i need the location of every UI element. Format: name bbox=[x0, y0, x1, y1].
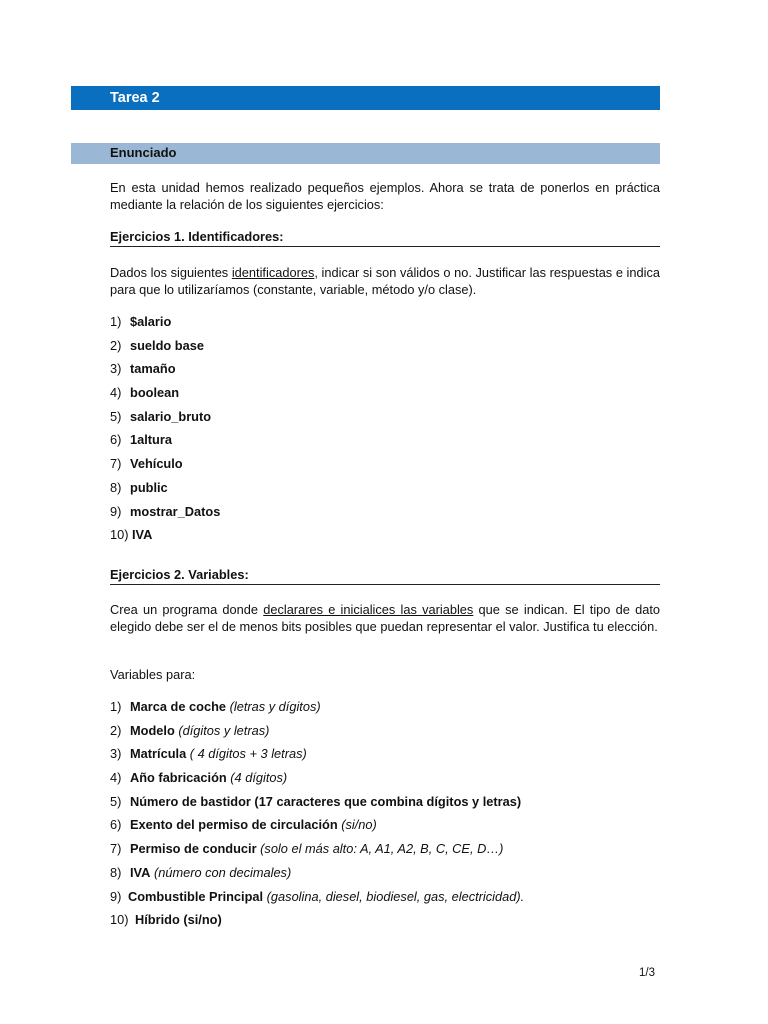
item-label: $alario bbox=[130, 314, 172, 329]
item-label: Número de bastidor (17 caracteres que combina dígitos y letras) bbox=[130, 793, 522, 809]
exercise2-text-after: que se indican. El tipo de dato elegido debe ser el de menos bits posibles que puedan representar el valor. Justifica tu elección. bbox=[110, 602, 661, 634]
exercise1-paragraph bbox=[110, 265, 660, 298]
item-number: 4) bbox=[110, 770, 122, 786]
variables-list bbox=[110, 699, 660, 936]
item-hint: (letras y dígitos) bbox=[229, 699, 321, 714]
intro-paragraph: En esta unidad hemos realizado pequeños ejemplos. Ahora se trata de ponerlos en práctica mediante la relación de los siguientes ejercicios: bbox=[110, 180, 660, 212]
list-item bbox=[110, 338, 660, 362]
item-label: IVA bbox=[132, 527, 153, 543]
item-label: sueldo base bbox=[130, 337, 204, 353]
item-label: Permiso de conducir bbox=[130, 841, 257, 857]
item-number: 8) bbox=[110, 864, 122, 880]
item-label: Vehículo bbox=[130, 456, 183, 472]
section-title: Enunciado bbox=[71, 143, 660, 164]
item-number: 3) bbox=[110, 361, 122, 377]
item-number: 9) bbox=[110, 503, 122, 519]
item-label: Exento del permiso de circulación bbox=[130, 817, 338, 833]
list-item bbox=[110, 865, 660, 889]
list-item bbox=[110, 456, 660, 480]
list-item bbox=[110, 746, 660, 770]
item-hint: (si/no) bbox=[341, 817, 377, 833]
list-item bbox=[110, 817, 660, 841]
item-label: boolean bbox=[130, 385, 180, 401]
item-hint: (gasolina, diesel, biodiesel, gas, electricidad). bbox=[266, 888, 525, 904]
variables-subheading: Variables para: bbox=[110, 667, 196, 682]
list-item bbox=[110, 361, 660, 385]
item-number: 10) bbox=[110, 912, 129, 928]
item-number: 3) bbox=[110, 746, 122, 762]
list-item bbox=[110, 314, 660, 338]
identifier-list bbox=[110, 314, 660, 551]
item-hint: ( 4 dígitos + 3 letras) bbox=[189, 746, 307, 762]
list-item bbox=[110, 409, 660, 433]
item-label: 1altura bbox=[130, 432, 172, 448]
exercise2-paragraph bbox=[110, 602, 660, 635]
list-item bbox=[110, 699, 660, 723]
list-item bbox=[110, 723, 660, 747]
list-item bbox=[110, 385, 660, 409]
exercise1-heading: Ejercicios 1. Identificadores: bbox=[110, 229, 660, 247]
item-label: Combustible Principal bbox=[128, 888, 264, 904]
exercise1-text-before: Dados los siguientes bbox=[110, 265, 232, 280]
item-number: 7) bbox=[110, 456, 122, 472]
item-number: 8) bbox=[110, 479, 122, 495]
item-number: 2) bbox=[110, 337, 122, 353]
list-item bbox=[110, 480, 660, 504]
item-number: 1) bbox=[110, 314, 122, 329]
item-number: 9) bbox=[110, 888, 122, 904]
list-item bbox=[110, 770, 660, 794]
list-item bbox=[110, 794, 660, 818]
item-number: 5) bbox=[110, 408, 122, 424]
item-hint: (4 dígitos) bbox=[230, 770, 288, 786]
item-number: 5) bbox=[110, 793, 122, 809]
item-label: Marca de coche bbox=[130, 699, 227, 714]
item-hint: (solo el más alto: A, A1, A2, B, C, CE, D…) bbox=[260, 841, 504, 857]
list-item bbox=[110, 889, 660, 913]
item-hint: (número con decimales) bbox=[153, 864, 292, 880]
exercise1-text-underlined: identificadores bbox=[231, 265, 315, 280]
item-number: 1) bbox=[110, 699, 122, 714]
item-label: mostrar_Datos bbox=[130, 503, 221, 519]
list-item bbox=[110, 504, 660, 528]
list-item bbox=[110, 841, 660, 865]
item-number: 6) bbox=[110, 432, 122, 448]
item-label: Año fabricación bbox=[130, 770, 227, 786]
page-title: Tarea 2 bbox=[71, 86, 660, 110]
list-item bbox=[110, 432, 660, 456]
item-label: tamaño bbox=[130, 361, 176, 377]
item-number: 7) bbox=[110, 841, 122, 857]
item-label: Híbrido (si/no) bbox=[135, 912, 222, 928]
item-label: IVA bbox=[130, 864, 151, 880]
item-number: 4) bbox=[110, 385, 122, 401]
exercise2-heading: Ejercicios 2. Variables: bbox=[110, 567, 660, 585]
exercise1-text-after: , indicar si son válidos o no. Justificar las respuestas e indica para que lo utilizaríamos (constante, variable, método y/o clase). bbox=[110, 265, 660, 297]
item-number: 2) bbox=[110, 722, 122, 738]
exercise2-text-underlined: declarares e inicialices las variables bbox=[263, 602, 474, 617]
list-item bbox=[110, 527, 660, 551]
item-number: 6) bbox=[110, 817, 122, 833]
list-item bbox=[110, 912, 660, 936]
item-label: salario_bruto bbox=[130, 408, 212, 424]
item-number: 10) bbox=[110, 527, 129, 543]
exercise2-text-before: Crea un programa donde bbox=[110, 602, 264, 617]
item-label: public bbox=[130, 479, 168, 495]
item-label: Matrícula bbox=[130, 746, 187, 762]
item-hint: (dígitos y letras) bbox=[178, 722, 270, 738]
page-number: 1/3 bbox=[639, 967, 655, 979]
item-label: Modelo bbox=[130, 722, 175, 738]
